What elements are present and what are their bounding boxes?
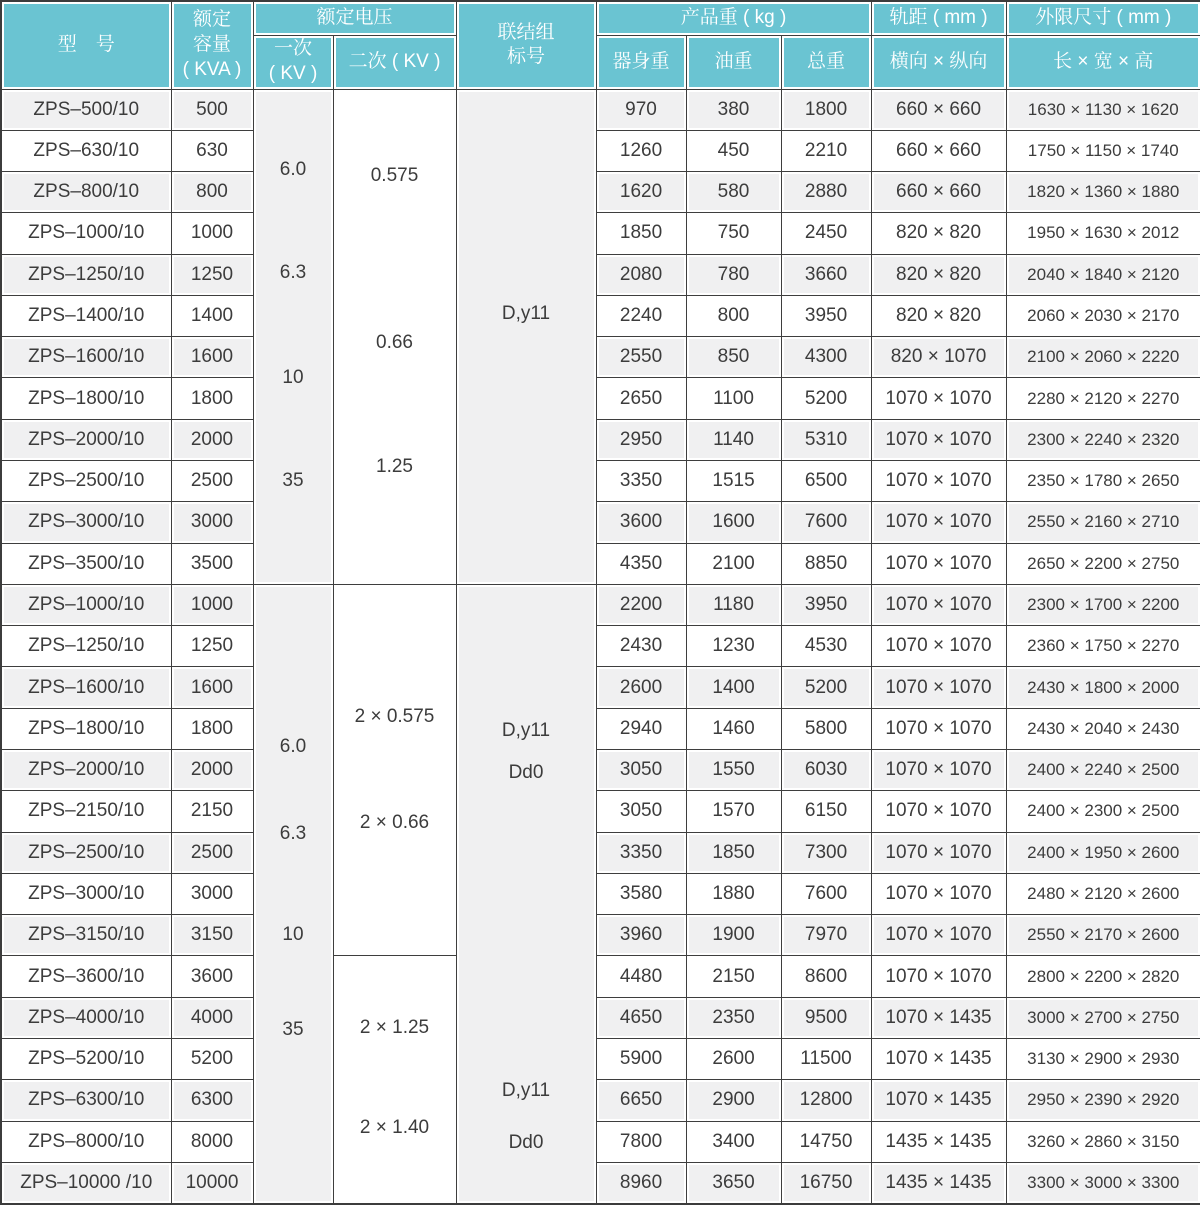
total-weight-cell: 7600 [781, 873, 871, 914]
oil-weight-cell: 2150 [686, 956, 781, 997]
body-weight-cell: 4350 [596, 543, 686, 584]
model-cell: ZPS–1250/10 [1, 626, 171, 667]
table-row [1, 626, 1200, 667]
total-weight-cell: 16750 [781, 1162, 871, 1204]
capacity-cell: 3000 [171, 873, 253, 914]
dims-cell: 2350 × 1780 × 2650 [1006, 461, 1200, 502]
total-weight-cell: 3950 [781, 584, 871, 625]
total-weight-cell: 1800 [781, 89, 871, 130]
total-weight-cell: 5200 [781, 667, 871, 708]
dims-cell: 2300 × 1700 × 2200 [1006, 584, 1200, 625]
secondary-kv-cell [333, 584, 456, 956]
table-row [1, 956, 1200, 997]
model-cell: ZPS–1250/10 [1, 254, 171, 295]
table-row [1, 543, 1200, 584]
primary-kv-value: 6.0 [279, 735, 307, 757]
model-cell: ZPS–1400/10 [1, 295, 171, 336]
body-weight-cell: 2650 [596, 378, 686, 419]
dims-cell: 2280 × 2120 × 2270 [1006, 378, 1200, 419]
body-weight-cell: 3580 [596, 873, 686, 914]
dims-cell: 2060 × 2030 × 2170 [1006, 295, 1200, 336]
oil-weight-cell: 1180 [686, 584, 781, 625]
oil-weight-cell: 2600 [686, 1038, 781, 1079]
capacity-cell: 2500 [171, 832, 253, 873]
table-row [1, 337, 1200, 378]
body-weight-cell: 2430 [596, 626, 686, 667]
col-header-secondary-kv: 二次 ( KV ) [333, 35, 456, 89]
secondary-kv-value: 2 × 0.66 [359, 811, 430, 833]
table-row [1, 130, 1200, 171]
body-weight-cell: 2600 [596, 667, 686, 708]
model-cell: ZPS–1600/10 [1, 337, 171, 378]
table-row [1, 791, 1200, 832]
capacity-cell: 800 [171, 172, 253, 213]
total-weight-cell: 5800 [781, 708, 871, 749]
col-header-capacity-line: 容量 [192, 33, 231, 55]
capacity-cell: 2150 [171, 791, 253, 832]
body-weight-cell: 5900 [596, 1038, 686, 1079]
primary-kv-value: 6.3 [279, 822, 307, 844]
primary-kv-value: 6.0 [279, 158, 307, 180]
capacity-cell: 2000 [171, 750, 253, 791]
model-cell: ZPS–2500/10 [1, 461, 171, 502]
model-cell: ZPS–2000/10 [1, 419, 171, 460]
total-weight-cell: 2210 [781, 130, 871, 171]
capacity-cell: 1000 [171, 213, 253, 254]
table-row [1, 1038, 1200, 1079]
secondary-kv-cell [333, 956, 456, 1204]
total-weight-cell: 7970 [781, 915, 871, 956]
total-weight-cell: 14750 [781, 1121, 871, 1162]
capacity-cell: 1600 [171, 337, 253, 378]
gauge-cell: 1070 × 1070 [871, 543, 1006, 584]
table-row [1, 172, 1200, 213]
body-weight-cell: 2240 [596, 295, 686, 336]
body-weight-cell: 6650 [596, 1080, 686, 1121]
dims-cell: 3000 × 2700 × 2750 [1006, 997, 1200, 1038]
gauge-cell: 820 × 820 [871, 213, 1006, 254]
dims-cell: 2360 × 1750 × 2270 [1006, 626, 1200, 667]
dims-cell: 2300 × 2240 × 2320 [1006, 419, 1200, 460]
total-weight-cell: 8850 [781, 543, 871, 584]
col-header-capacity-line: ( KVA ) [182, 58, 242, 80]
dims-cell: 2480 × 2120 × 2600 [1006, 873, 1200, 914]
oil-weight-cell: 1400 [686, 667, 781, 708]
table-row [1, 1162, 1200, 1204]
capacity-cell: 1400 [171, 295, 253, 336]
total-weight-cell: 3660 [781, 254, 871, 295]
gauge-cell: 1070 × 1070 [871, 750, 1006, 791]
body-weight-cell: 4650 [596, 997, 686, 1038]
total-weight-cell: 6500 [781, 461, 871, 502]
primary-kv-value: 35 [282, 1018, 304, 1040]
body-weight-cell: 7800 [596, 1121, 686, 1162]
header-row-top [1, 1, 1200, 35]
table-row [1, 378, 1200, 419]
body-weight-cell: 3600 [596, 502, 686, 543]
gauge-cell: 1070 × 1070 [871, 626, 1006, 667]
gauge-cell: 1435 × 1435 [871, 1121, 1006, 1162]
model-cell: ZPS–3000/10 [1, 502, 171, 543]
connection-cell [456, 89, 596, 584]
table-row [1, 295, 1200, 336]
capacity-cell: 10000 [171, 1162, 253, 1204]
model-cell: ZPS–3150/10 [1, 915, 171, 956]
table-row [1, 89, 1200, 130]
connection-value: Dd0 [508, 761, 544, 783]
gauge-cell: 820 × 820 [871, 254, 1006, 295]
model-cell: ZPS–630/10 [1, 130, 171, 171]
total-weight-cell: 5200 [781, 378, 871, 419]
primary-kv-value: 10 [282, 366, 304, 388]
dims-cell: 2550 × 2160 × 2710 [1006, 502, 1200, 543]
dims-cell: 2100 × 2060 × 2220 [1006, 337, 1200, 378]
gauge-cell: 820 × 820 [871, 295, 1006, 336]
table-row [1, 1080, 1200, 1121]
oil-weight-cell: 780 [686, 254, 781, 295]
table-row [1, 502, 1200, 543]
gauge-cell: 660 × 660 [871, 89, 1006, 130]
capacity-cell: 6300 [171, 1080, 253, 1121]
connection-value: D,y11 [501, 1079, 551, 1101]
dims-cell: 2400 × 1950 × 2600 [1006, 832, 1200, 873]
primary-kv-cell [253, 584, 333, 1204]
dims-cell: 2950 × 2390 × 2920 [1006, 1080, 1200, 1121]
body-weight-cell: 970 [596, 89, 686, 130]
total-weight-cell: 2880 [781, 172, 871, 213]
col-header-connection-line: 联结组 [497, 21, 555, 43]
gauge-cell: 1435 × 1435 [871, 1162, 1006, 1204]
oil-weight-cell: 1100 [686, 378, 781, 419]
body-weight-cell: 3050 [596, 791, 686, 832]
model-cell: ZPS–1800/10 [1, 708, 171, 749]
dims-cell: 2400 × 2240 × 2500 [1006, 750, 1200, 791]
gauge-cell: 1070 × 1070 [871, 915, 1006, 956]
gauge-cell: 1070 × 1070 [871, 461, 1006, 502]
dims-cell: 2550 × 2170 × 2600 [1006, 915, 1200, 956]
total-weight-cell: 12800 [781, 1080, 871, 1121]
model-cell: ZPS–2500/10 [1, 832, 171, 873]
dims-cell: 2040 × 1840 × 2120 [1006, 254, 1200, 295]
capacity-cell: 2500 [171, 461, 253, 502]
oil-weight-cell: 1880 [686, 873, 781, 914]
oil-weight-cell: 1570 [686, 791, 781, 832]
capacity-cell: 1800 [171, 708, 253, 749]
total-weight-cell: 7300 [781, 832, 871, 873]
total-weight-cell: 3950 [781, 295, 871, 336]
capacity-cell: 1250 [171, 626, 253, 667]
col-header-body-weight: 器身重 [596, 35, 686, 89]
oil-weight-cell: 2900 [686, 1080, 781, 1121]
gauge-cell: 1070 × 1070 [871, 584, 1006, 625]
body-weight-cell: 3050 [596, 750, 686, 791]
connection-value: D,y11 [501, 719, 551, 741]
table-row [1, 1121, 1200, 1162]
gauge-cell: 1070 × 1070 [871, 956, 1006, 997]
capacity-cell: 3600 [171, 956, 253, 997]
total-weight-cell: 5310 [781, 419, 871, 460]
primary-kv-cell [253, 89, 333, 584]
gauge-cell: 1070 × 1070 [871, 419, 1006, 460]
gauge-cell: 660 × 660 [871, 130, 1006, 171]
dims-cell: 1950 × 1630 × 2012 [1006, 213, 1200, 254]
table-row [1, 873, 1200, 914]
oil-weight-cell: 2100 [686, 543, 781, 584]
model-cell: ZPS–2150/10 [1, 791, 171, 832]
col-header-gauge-sub: 横向 × 纵向 [871, 35, 1006, 89]
model-cell: ZPS–3000/10 [1, 873, 171, 914]
table-row [1, 213, 1200, 254]
dims-cell: 1820 × 1360 × 1880 [1006, 172, 1200, 213]
oil-weight-cell: 1550 [686, 750, 781, 791]
capacity-cell: 3000 [171, 502, 253, 543]
capacity-cell: 1000 [171, 584, 253, 625]
oil-weight-cell: 1515 [686, 461, 781, 502]
dims-cell: 2430 × 2040 × 2430 [1006, 708, 1200, 749]
dims-cell: 1630 × 1130 × 1620 [1006, 89, 1200, 130]
secondary-kv-value: 2 × 1.25 [359, 1017, 430, 1039]
table-row [1, 584, 1200, 625]
body-weight-cell: 3960 [596, 915, 686, 956]
col-header-connection [456, 1, 596, 89]
body-weight-cell: 3350 [596, 461, 686, 502]
model-cell: ZPS–8000/10 [1, 1121, 171, 1162]
body-weight-cell: 1260 [596, 130, 686, 171]
table-row [1, 750, 1200, 791]
dims-cell: 2800 × 2200 × 2820 [1006, 956, 1200, 997]
capacity-cell: 5200 [171, 1038, 253, 1079]
capacity-cell: 1600 [171, 667, 253, 708]
col-header-dims-sub: 长 × 宽 × 高 [1006, 35, 1200, 89]
table-row [1, 667, 1200, 708]
model-cell: ZPS–800/10 [1, 172, 171, 213]
body-weight-cell: 8960 [596, 1162, 686, 1204]
oil-weight-cell: 3400 [686, 1121, 781, 1162]
gauge-cell: 1070 × 1070 [871, 832, 1006, 873]
oil-weight-cell: 800 [686, 295, 781, 336]
dims-cell: 3130 × 2900 × 2930 [1006, 1038, 1200, 1079]
body-weight-cell: 2550 [596, 337, 686, 378]
col-header-model: 型 号 [1, 1, 171, 89]
col-header-capacity [171, 1, 253, 89]
model-cell: ZPS–3600/10 [1, 956, 171, 997]
gauge-cell: 1070 × 1070 [871, 708, 1006, 749]
oil-weight-cell: 750 [686, 213, 781, 254]
model-cell: ZPS–4000/10 [1, 997, 171, 1038]
body-weight-cell: 2940 [596, 708, 686, 749]
primary-kv-value: 6.3 [279, 261, 307, 283]
gauge-cell: 820 × 1070 [871, 337, 1006, 378]
gauge-cell: 660 × 660 [871, 172, 1006, 213]
connection-value: Dd0 [508, 1131, 544, 1153]
gauge-cell: 1070 × 1070 [871, 378, 1006, 419]
secondary-kv-value: 0.66 [376, 331, 413, 353]
table-row [1, 708, 1200, 749]
table-row [1, 997, 1200, 1038]
secondary-kv-value: 2 × 0.575 [354, 705, 435, 727]
body-weight-cell: 3350 [596, 832, 686, 873]
model-cell: ZPS–1800/10 [1, 378, 171, 419]
col-header-connection-line: 标号 [507, 46, 546, 68]
body-weight-cell: 1850 [596, 213, 686, 254]
oil-weight-cell: 1140 [686, 419, 781, 460]
col-header-primary-line: 一次 [273, 38, 312, 60]
capacity-cell: 8000 [171, 1121, 253, 1162]
model-cell: ZPS–10000 /10 [1, 1162, 171, 1204]
oil-weight-cell: 2350 [686, 997, 781, 1038]
gauge-cell: 1070 × 1435 [871, 1080, 1006, 1121]
col-header-total-weight: 总重 [781, 35, 871, 89]
dims-cell: 1750 × 1150 × 1740 [1006, 130, 1200, 171]
model-cell: ZPS–5200/10 [1, 1038, 171, 1079]
oil-weight-cell: 1460 [686, 708, 781, 749]
dims-cell: 3300 × 3000 × 3300 [1006, 1162, 1200, 1204]
capacity-cell: 2000 [171, 419, 253, 460]
model-cell: ZPS–1600/10 [1, 667, 171, 708]
model-cell: ZPS–500/10 [1, 89, 171, 130]
total-weight-cell: 4300 [781, 337, 871, 378]
capacity-cell: 500 [171, 89, 253, 130]
total-weight-cell: 8600 [781, 956, 871, 997]
oil-weight-cell: 1850 [686, 832, 781, 873]
gauge-cell: 1070 × 1070 [871, 667, 1006, 708]
col-header-product-weight: 产品重 ( kg ) [596, 1, 871, 35]
total-weight-cell: 6030 [781, 750, 871, 791]
capacity-cell: 3500 [171, 543, 253, 584]
table-row [1, 419, 1200, 460]
connection-value: D,y11 [501, 302, 551, 324]
body-weight-cell: 4480 [596, 956, 686, 997]
gauge-cell: 1070 × 1070 [871, 502, 1006, 543]
col-header-dims: 外限尺寸 ( mm ) [1006, 1, 1200, 35]
body-weight-cell: 2950 [596, 419, 686, 460]
primary-kv-value: 10 [282, 923, 304, 945]
oil-weight-cell: 850 [686, 337, 781, 378]
oil-weight-cell: 1230 [686, 626, 781, 667]
gauge-cell: 1070 × 1070 [871, 873, 1006, 914]
col-header-primary-line: ( KV ) [268, 63, 318, 84]
total-weight-cell: 4530 [781, 626, 871, 667]
capacity-cell: 630 [171, 130, 253, 171]
col-header-oil-weight: 油重 [686, 35, 781, 89]
table-row [1, 915, 1200, 956]
primary-kv-value: 35 [282, 469, 304, 491]
col-header-gauge: 轨距 ( mm ) [871, 1, 1006, 35]
dims-cell: 2650 × 2200 × 2750 [1006, 543, 1200, 584]
col-header-capacity-line: 额定 [192, 9, 231, 31]
capacity-cell: 1250 [171, 254, 253, 295]
total-weight-cell: 6150 [781, 791, 871, 832]
table-row [1, 832, 1200, 873]
body-weight-cell: 2200 [596, 584, 686, 625]
capacity-cell: 1800 [171, 378, 253, 419]
dims-cell: 3260 × 2860 × 3150 [1006, 1121, 1200, 1162]
capacity-cell: 4000 [171, 997, 253, 1038]
total-weight-cell: 7600 [781, 502, 871, 543]
body-weight-cell: 2080 [596, 254, 686, 295]
secondary-kv-cell [333, 89, 456, 584]
total-weight-cell: 9500 [781, 997, 871, 1038]
capacity-cell: 3150 [171, 915, 253, 956]
model-cell: ZPS–1000/10 [1, 213, 171, 254]
oil-weight-cell: 1900 [686, 915, 781, 956]
oil-weight-cell: 450 [686, 130, 781, 171]
total-weight-cell: 11500 [781, 1038, 871, 1079]
table-row [1, 254, 1200, 295]
gauge-cell: 1070 × 1435 [871, 997, 1006, 1038]
model-cell: ZPS–6300/10 [1, 1080, 171, 1121]
model-cell: ZPS–2000/10 [1, 750, 171, 791]
secondary-kv-value: 2 × 1.40 [359, 1117, 430, 1139]
oil-weight-cell: 580 [686, 172, 781, 213]
gauge-cell: 1070 × 1435 [871, 1038, 1006, 1079]
connection-cell [456, 584, 596, 1204]
table-row [1, 461, 1200, 502]
total-weight-cell: 2450 [781, 213, 871, 254]
model-cell: ZPS–3500/10 [1, 543, 171, 584]
dims-cell: 2430 × 1800 × 2000 [1006, 667, 1200, 708]
dims-cell: 2400 × 2300 × 2500 [1006, 791, 1200, 832]
model-cell: ZPS–1000/10 [1, 584, 171, 625]
secondary-kv-value: 0.575 [370, 164, 419, 186]
secondary-kv-value: 1.25 [376, 455, 413, 477]
col-header-rated-voltage: 额定电压 [253, 1, 456, 35]
oil-weight-cell: 3650 [686, 1162, 781, 1204]
col-header-primary-kv [253, 35, 333, 89]
gauge-cell: 1070 × 1070 [871, 791, 1006, 832]
oil-weight-cell: 1600 [686, 502, 781, 543]
body-weight-cell: 1620 [596, 172, 686, 213]
oil-weight-cell: 380 [686, 89, 781, 130]
